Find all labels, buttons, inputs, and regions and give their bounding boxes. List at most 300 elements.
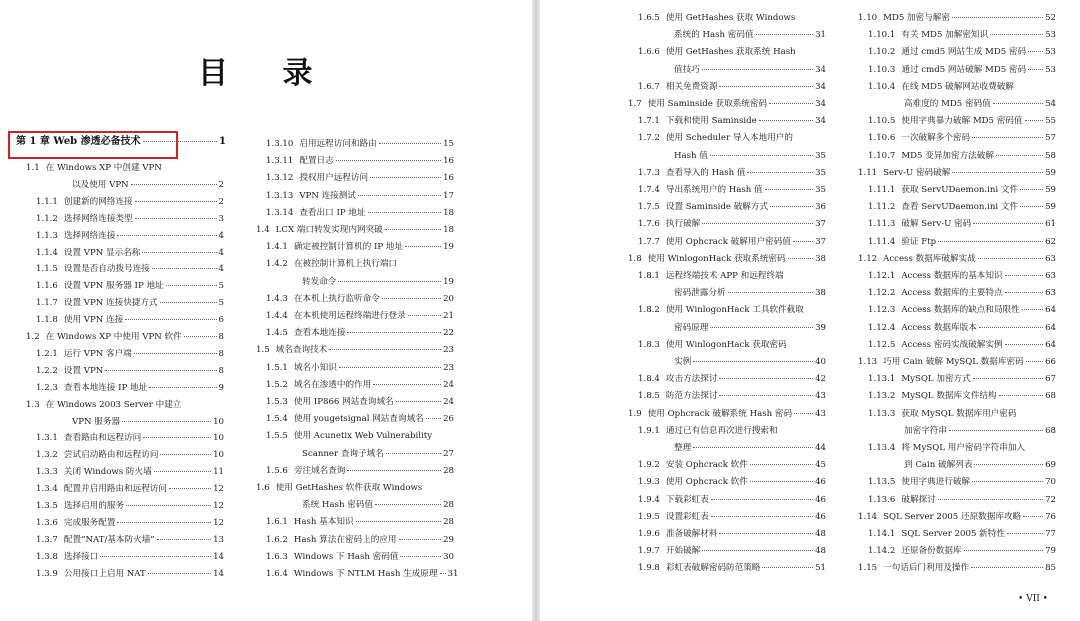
toc-entry[interactable]: [868, 184, 1056, 196]
toc-entry[interactable]: [36, 263, 224, 275]
section-title: SQL Server 2005 还原数据库攻略: [883, 511, 1022, 522]
toc-entry[interactable]: [266, 138, 454, 150]
section-title: 旁注域名查询: [293, 465, 346, 476]
page-number: 59: [1045, 167, 1056, 178]
toc-entry[interactable]: [36, 213, 224, 225]
section-title: 值技巧: [674, 64, 700, 75]
section-title: 使用 Ophcrack 破解系统 Hash 密码: [647, 408, 793, 419]
section-number: 1.8.1: [638, 271, 660, 281]
leader-dots: [702, 223, 813, 224]
section-number: 1.14: [858, 511, 878, 522]
toc-entry[interactable]: [868, 115, 1056, 127]
toc-entry[interactable]: [904, 98, 1056, 110]
toc-entry-label: [638, 12, 795, 24]
toc-entry-label: [266, 138, 377, 150]
section-number: 1.7.3: [638, 167, 660, 178]
toc-entry-label: [266, 516, 354, 528]
toc-entry-label: [674, 442, 691, 454]
leader-dots: [999, 395, 1044, 396]
page-number: 37: [815, 219, 826, 230]
leader-dots: [339, 367, 441, 368]
toc-entry[interactable]: [638, 236, 826, 248]
toc-entry[interactable]: [868, 201, 1056, 213]
toc-entry[interactable]: [858, 12, 1056, 24]
leader-dots: [396, 401, 441, 402]
toc-entry-label: [256, 224, 383, 236]
toc-entry-label: [638, 184, 763, 196]
toc-entry[interactable]: [674, 29, 826, 41]
toc-entry-label: [868, 184, 1018, 196]
toc-entry-label: [36, 314, 123, 326]
page-number: 51: [815, 563, 826, 574]
toc-entry[interactable]: [904, 425, 1056, 437]
toc-entry[interactable]: [638, 476, 826, 488]
page-number: 24: [443, 397, 454, 407]
toc-entry[interactable]: [266, 551, 454, 563]
section-title: 关闭 Windows 防火墙: [63, 467, 152, 478]
toc-entry[interactable]: [266, 258, 454, 270]
toc-entry[interactable]: [674, 64, 826, 76]
toc-entry[interactable]: [868, 545, 1056, 557]
section-title: 巧用 Cain 破解 MySQL 数据库密码: [883, 357, 1024, 367]
section-number: 1.9.8: [638, 563, 660, 574]
toc-entry[interactable]: [868, 287, 1056, 299]
toc-entry[interactable]: [638, 545, 826, 557]
toc-entry[interactable]: [674, 322, 826, 334]
page-number: 67: [1045, 374, 1056, 385]
page-number: 8: [218, 332, 224, 342]
section-title: 尝试启动路由和远程访问: [63, 450, 159, 461]
section-number: 1.5.3: [266, 397, 288, 407]
toc-entry-label: [36, 449, 158, 461]
toc-entry[interactable]: [36, 449, 224, 461]
page-number: 4: [218, 230, 224, 241]
toc-entry-label: [36, 230, 115, 242]
toc-entry[interactable]: [638, 115, 826, 127]
toc-entry[interactable]: [266, 293, 454, 305]
toc-title: 目 录: [198, 56, 335, 91]
section-title: Windows 下 Hash 密码值: [293, 551, 399, 562]
toc-entry[interactable]: [266, 310, 454, 322]
toc-entry[interactable]: [628, 408, 826, 420]
section-title: Hash 值: [674, 150, 708, 161]
toc-entry[interactable]: [36, 483, 224, 495]
section-title: 启用远程访问和路由: [299, 139, 377, 149]
section-title: 使用 Ophcrack 破解用户密码值: [665, 236, 791, 247]
leader-dots: [370, 177, 441, 178]
toc-entry[interactable]: [36, 314, 224, 326]
section-number: 1.1.7: [36, 298, 58, 309]
leader-dots: [135, 201, 217, 202]
section-title: 下载彩虹表: [665, 494, 709, 505]
toc-entry[interactable]: [904, 459, 1056, 471]
section-title: 导出系统用户的 Hash 值: [665, 185, 763, 195]
toc-entry[interactable]: [638, 562, 826, 574]
section-title: 使用 yougetsignal 网站查询域名: [293, 414, 424, 425]
toc-entry[interactable]: [638, 528, 826, 540]
section-number: 1.12.5: [868, 339, 896, 350]
section-title: 设置 Saminside 破解方式: [665, 202, 769, 213]
section-title: Windows 下 NTLM Hash 生成原理: [293, 569, 438, 579]
page-number: 64: [1045, 322, 1056, 333]
section-number: 1.12.1: [868, 271, 896, 281]
page-number: 46: [815, 477, 826, 488]
leader-dots: [978, 258, 1043, 259]
page-number: 12: [213, 484, 224, 495]
leader-dots: [399, 539, 442, 540]
section-number: 1.2.1: [36, 348, 58, 359]
toc-entry[interactable]: [36, 365, 224, 377]
toc-entry-label: [638, 115, 757, 127]
section-title: 在 Windows XP 中使用 VPN 软件: [45, 332, 182, 342]
leader-dots: [166, 285, 217, 286]
toc-entry[interactable]: [266, 172, 454, 184]
toc-entry[interactable]: [36, 297, 224, 309]
section-title: Access 密码实战破解实例: [901, 339, 1003, 350]
toc-entry-label: [638, 236, 791, 248]
toc-entry[interactable]: [266, 396, 454, 408]
section-title: 一次破解多个密码: [901, 133, 971, 144]
leader-dots: [143, 437, 211, 438]
toc-entry[interactable]: [36, 500, 224, 512]
section-number: 1.1.6: [36, 281, 58, 292]
toc-entry[interactable]: [36, 568, 224, 580]
toc-entry[interactable]: [266, 207, 454, 219]
section-title: 使用字典暴力破解 MD5 密码值: [901, 116, 1023, 127]
leader-dots: [329, 349, 441, 350]
toc-entry[interactable]: [266, 516, 454, 528]
leader-dots: [972, 137, 1043, 138]
toc-entry-label: [638, 425, 778, 437]
page-number: 14: [213, 568, 224, 579]
toc-entry[interactable]: [638, 218, 826, 230]
section-number: 1.7.2: [638, 133, 660, 144]
toc-entry-label: [858, 167, 950, 179]
page-number: 20: [443, 293, 454, 304]
page-number: 28: [443, 517, 454, 528]
toc-entry-label: [868, 150, 994, 162]
page-number: 69: [1045, 460, 1056, 471]
page-number: 34: [815, 99, 826, 109]
toc-entry[interactable]: [868, 29, 1056, 41]
toc-entry[interactable]: [638, 511, 826, 523]
section-number: 1.8: [628, 253, 642, 264]
toc-entry[interactable]: [868, 270, 1056, 282]
page-number: 18: [443, 225, 454, 235]
toc-entry[interactable]: [256, 482, 454, 494]
toc-entry[interactable]: [638, 12, 826, 24]
section-number: 1.3.7: [36, 534, 58, 545]
leader-dots: [794, 413, 813, 414]
leader-dots: [971, 567, 1043, 568]
toc-entry-label: [674, 150, 708, 162]
toc-entry-label: [638, 201, 768, 213]
toc-entry[interactable]: [868, 476, 1056, 488]
toc-entry[interactable]: [858, 356, 1056, 368]
section-title: 选择网络连接类型: [63, 213, 133, 224]
section-title: 创建新的网络连接: [63, 196, 133, 207]
leader-dots: [408, 315, 441, 316]
toc-entry[interactable]: [868, 218, 1056, 230]
toc-entry[interactable]: [628, 98, 826, 110]
page-number: 64: [1045, 305, 1056, 316]
section-number: 1.6.7: [638, 81, 660, 92]
toc-entry[interactable]: [868, 528, 1056, 540]
section-number: 1.13.2: [868, 391, 896, 402]
section-number: 1.7.6: [638, 219, 660, 230]
toc-entry-label: [36, 466, 152, 478]
toc-entry[interactable]: [266, 190, 454, 202]
toc-entry[interactable]: [36, 280, 224, 292]
toc-entry[interactable]: [638, 184, 826, 196]
section-title: VPN 连接测试: [299, 190, 356, 201]
toc-entry[interactable]: [638, 425, 826, 437]
toc-entry[interactable]: [36, 196, 224, 208]
toc-entry[interactable]: [36, 551, 224, 563]
toc-entry-label: [266, 430, 432, 442]
toc-entry[interactable]: [868, 236, 1056, 248]
toc-entry-label: [256, 482, 422, 494]
section-number: 1.3.13: [266, 190, 294, 201]
toc-entry[interactable]: [302, 499, 454, 511]
toc-entry[interactable]: [638, 339, 826, 351]
leader-dots: [386, 453, 441, 454]
toc-entry[interactable]: [36, 230, 224, 242]
page-number: 37: [815, 236, 826, 247]
toc-entry[interactable]: [302, 448, 454, 460]
toc-entry-label: [302, 448, 384, 460]
toc-entry[interactable]: [26, 331, 224, 343]
section-number: 1.9.2: [638, 460, 660, 471]
leader-dots: [702, 550, 813, 551]
section-number: 1.13: [858, 357, 878, 367]
toc-entry[interactable]: [868, 64, 1056, 76]
toc-entry[interactable]: [36, 247, 224, 259]
toc-entry-label: [36, 365, 103, 377]
toc-entry[interactable]: [868, 494, 1056, 506]
leader-dots: [126, 505, 211, 506]
toc-entry[interactable]: [638, 132, 826, 144]
leader-dots: [358, 195, 441, 196]
leader-dots: [1022, 309, 1043, 310]
toc-entry-label: [868, 494, 936, 506]
toc-entry[interactable]: [36, 348, 224, 360]
section-number: 1.1.3: [36, 230, 58, 241]
toc-entry[interactable]: [868, 442, 1056, 454]
toc-entry[interactable]: [638, 304, 826, 316]
leader-dots: [762, 567, 813, 568]
toc-entry-label: [36, 534, 155, 546]
section-title: 设置 VPN 服务器 IP 地址: [63, 281, 164, 292]
toc-entry[interactable]: [266, 327, 454, 339]
toc-entry-label: [674, 29, 754, 41]
section-title: Hash 基本知识: [293, 517, 354, 528]
toc-entry[interactable]: [638, 373, 826, 385]
section-title: 使用 Saminside 获取系统密码: [647, 99, 768, 109]
toc-entry[interactable]: [858, 253, 1056, 265]
toc-entry-label: [868, 29, 988, 41]
leader-dots: [405, 246, 441, 247]
toc-entry[interactable]: [638, 201, 826, 213]
toc-entry[interactable]: [266, 568, 459, 580]
toc-entry[interactable]: [858, 562, 1056, 574]
page-number: 8: [218, 348, 224, 359]
leader-dots: [974, 464, 1043, 465]
toc-entry[interactable]: [674, 442, 826, 454]
toc-entry[interactable]: [266, 241, 454, 253]
toc-entry-label: [266, 207, 366, 219]
toc-entry-label: [868, 287, 1003, 299]
toc-entry[interactable]: [26, 162, 224, 174]
section-number: 1.6.2: [266, 534, 288, 545]
toc-entry-label: [868, 115, 1023, 127]
section-number: 1.4.5: [266, 328, 288, 339]
toc-entry[interactable]: [638, 46, 826, 58]
toc-entry[interactable]: [266, 413, 454, 425]
section-title: 确定被控制计算机的 IP 地址: [293, 242, 404, 253]
toc-entry[interactable]: [638, 494, 826, 506]
page-number: 2: [218, 196, 224, 207]
leader-dots: [160, 454, 211, 455]
toc-entry-label: [266, 172, 368, 184]
toc-entry[interactable]: [36, 432, 224, 444]
toc-entry[interactable]: [36, 517, 224, 529]
toc-entry[interactable]: [868, 150, 1056, 162]
left-page: [0, 0, 532, 621]
toc-entry-label: [868, 408, 1016, 420]
toc-entry[interactable]: [266, 155, 454, 167]
toc-entry[interactable]: [36, 534, 224, 546]
toc-entry-label: [266, 413, 424, 425]
toc-entry-label: [638, 390, 717, 402]
toc-entry[interactable]: [868, 81, 1056, 93]
page-number: 4: [218, 247, 224, 258]
page-number: 40: [815, 357, 826, 367]
section-number: 1.5: [256, 345, 270, 356]
section-title: Hash 算法在密码上的应用: [293, 534, 397, 545]
page-number: 85: [1045, 563, 1056, 574]
section-title: 设置 VPN 显示名称: [63, 247, 141, 258]
toc-entry-label: [36, 382, 147, 394]
page-number: 8: [218, 365, 224, 376]
section-number: 1.3.10: [266, 139, 294, 149]
toc-entry[interactable]: [674, 150, 826, 162]
toc-entry-label: [628, 98, 767, 110]
toc-entry[interactable]: [868, 408, 1056, 420]
toc-entry[interactable]: [858, 167, 1056, 179]
toc-entry-label: [858, 356, 1024, 368]
toc-entry[interactable]: [628, 253, 826, 265]
section-number: 1.10.7: [868, 150, 896, 161]
section-title: 查看本地连接 IP 地址: [63, 382, 148, 393]
toc-entry[interactable]: [638, 81, 826, 93]
toc-entry[interactable]: [72, 416, 224, 428]
section-title: 高难度的 MD5 密码值: [904, 99, 991, 109]
toc-entry[interactable]: [674, 356, 826, 368]
leader-dots: [1005, 275, 1043, 276]
toc-entry[interactable]: [266, 430, 454, 442]
section-title: 开始破解: [665, 546, 701, 557]
leader-dots: [938, 241, 1043, 242]
page-number: 68: [1045, 425, 1056, 436]
toc-entry-label: [266, 396, 394, 408]
toc-entry[interactable]: [266, 534, 454, 546]
toc-entry-label: [868, 442, 1025, 454]
section-title: LCX 端口转发实现内网突破: [275, 225, 383, 235]
page-number: 9: [218, 382, 224, 393]
toc-entry-label: [36, 483, 167, 495]
toc-entry[interactable]: [36, 466, 224, 478]
toc-entry-label: [638, 270, 784, 282]
page-number: 17: [443, 190, 454, 201]
toc-entry-label: [868, 132, 970, 144]
toc-entry-label: [868, 218, 971, 230]
toc-entry-label: [868, 528, 1005, 540]
leader-dots: [990, 34, 1043, 35]
toc-entry[interactable]: [674, 287, 826, 299]
toc-entry[interactable]: [868, 339, 1056, 351]
toc-entry[interactable]: [858, 511, 1056, 523]
toc-entry[interactable]: [868, 46, 1056, 58]
toc-entry[interactable]: [638, 459, 826, 471]
leader-dots: [1005, 344, 1043, 345]
section-title: 转发命令: [302, 276, 337, 287]
page-number: 22: [443, 328, 454, 339]
toc-entry[interactable]: [868, 390, 1056, 402]
section-title: 破解 Serv-U 密码: [901, 219, 972, 230]
toc-entry[interactable]: [638, 390, 826, 402]
toc-entry[interactable]: [266, 362, 454, 374]
toc-entry[interactable]: [266, 465, 454, 477]
leader-dots: [711, 499, 813, 500]
toc-entry[interactable]: [868, 373, 1056, 385]
section-number: 1.14.1: [868, 529, 896, 539]
leader-dots: [400, 556, 441, 557]
page-number: 64: [1045, 339, 1056, 350]
toc-entry[interactable]: [868, 132, 1056, 144]
toc-entry[interactable]: [72, 179, 224, 191]
section-title: 在本机上执行监听命令: [293, 293, 380, 304]
section-title: 域名在渗透中的作用: [293, 379, 372, 390]
page-number: 12: [213, 517, 224, 528]
toc-entry[interactable]: [266, 379, 454, 391]
toc-entry[interactable]: [868, 322, 1056, 334]
section-title: 使用 VPN 连接: [63, 315, 124, 326]
section-number: 1.3.9: [36, 568, 58, 579]
section-number: 1.11.1: [868, 185, 896, 195]
toc-entry[interactable]: [256, 344, 454, 356]
section-title: 在线 MD5 破解网站收费破解: [901, 81, 1014, 92]
section-title: 查看本地连接: [293, 328, 346, 339]
toc-entry[interactable]: [302, 276, 454, 288]
leader-dots: [769, 103, 813, 104]
toc-entry[interactable]: [868, 304, 1056, 316]
section-number: 1.3.11: [266, 156, 294, 167]
toc-entry[interactable]: [36, 382, 224, 394]
toc-entry[interactable]: [638, 270, 826, 282]
chapter-1-entry[interactable]: [16, 136, 226, 148]
toc-entry-label: [638, 562, 760, 574]
section-number: 1.6.1: [266, 517, 288, 528]
section-title: 授权用户远程访问: [299, 173, 369, 184]
toc-entry-label: [266, 465, 345, 477]
toc-entry-label: [256, 344, 327, 356]
section-number: 1.9.4: [638, 494, 660, 505]
section-number: 1.9: [628, 408, 642, 419]
toc-entry[interactable]: [256, 224, 454, 236]
toc-entry[interactable]: [638, 167, 826, 179]
toc-entry[interactable]: [26, 399, 224, 411]
